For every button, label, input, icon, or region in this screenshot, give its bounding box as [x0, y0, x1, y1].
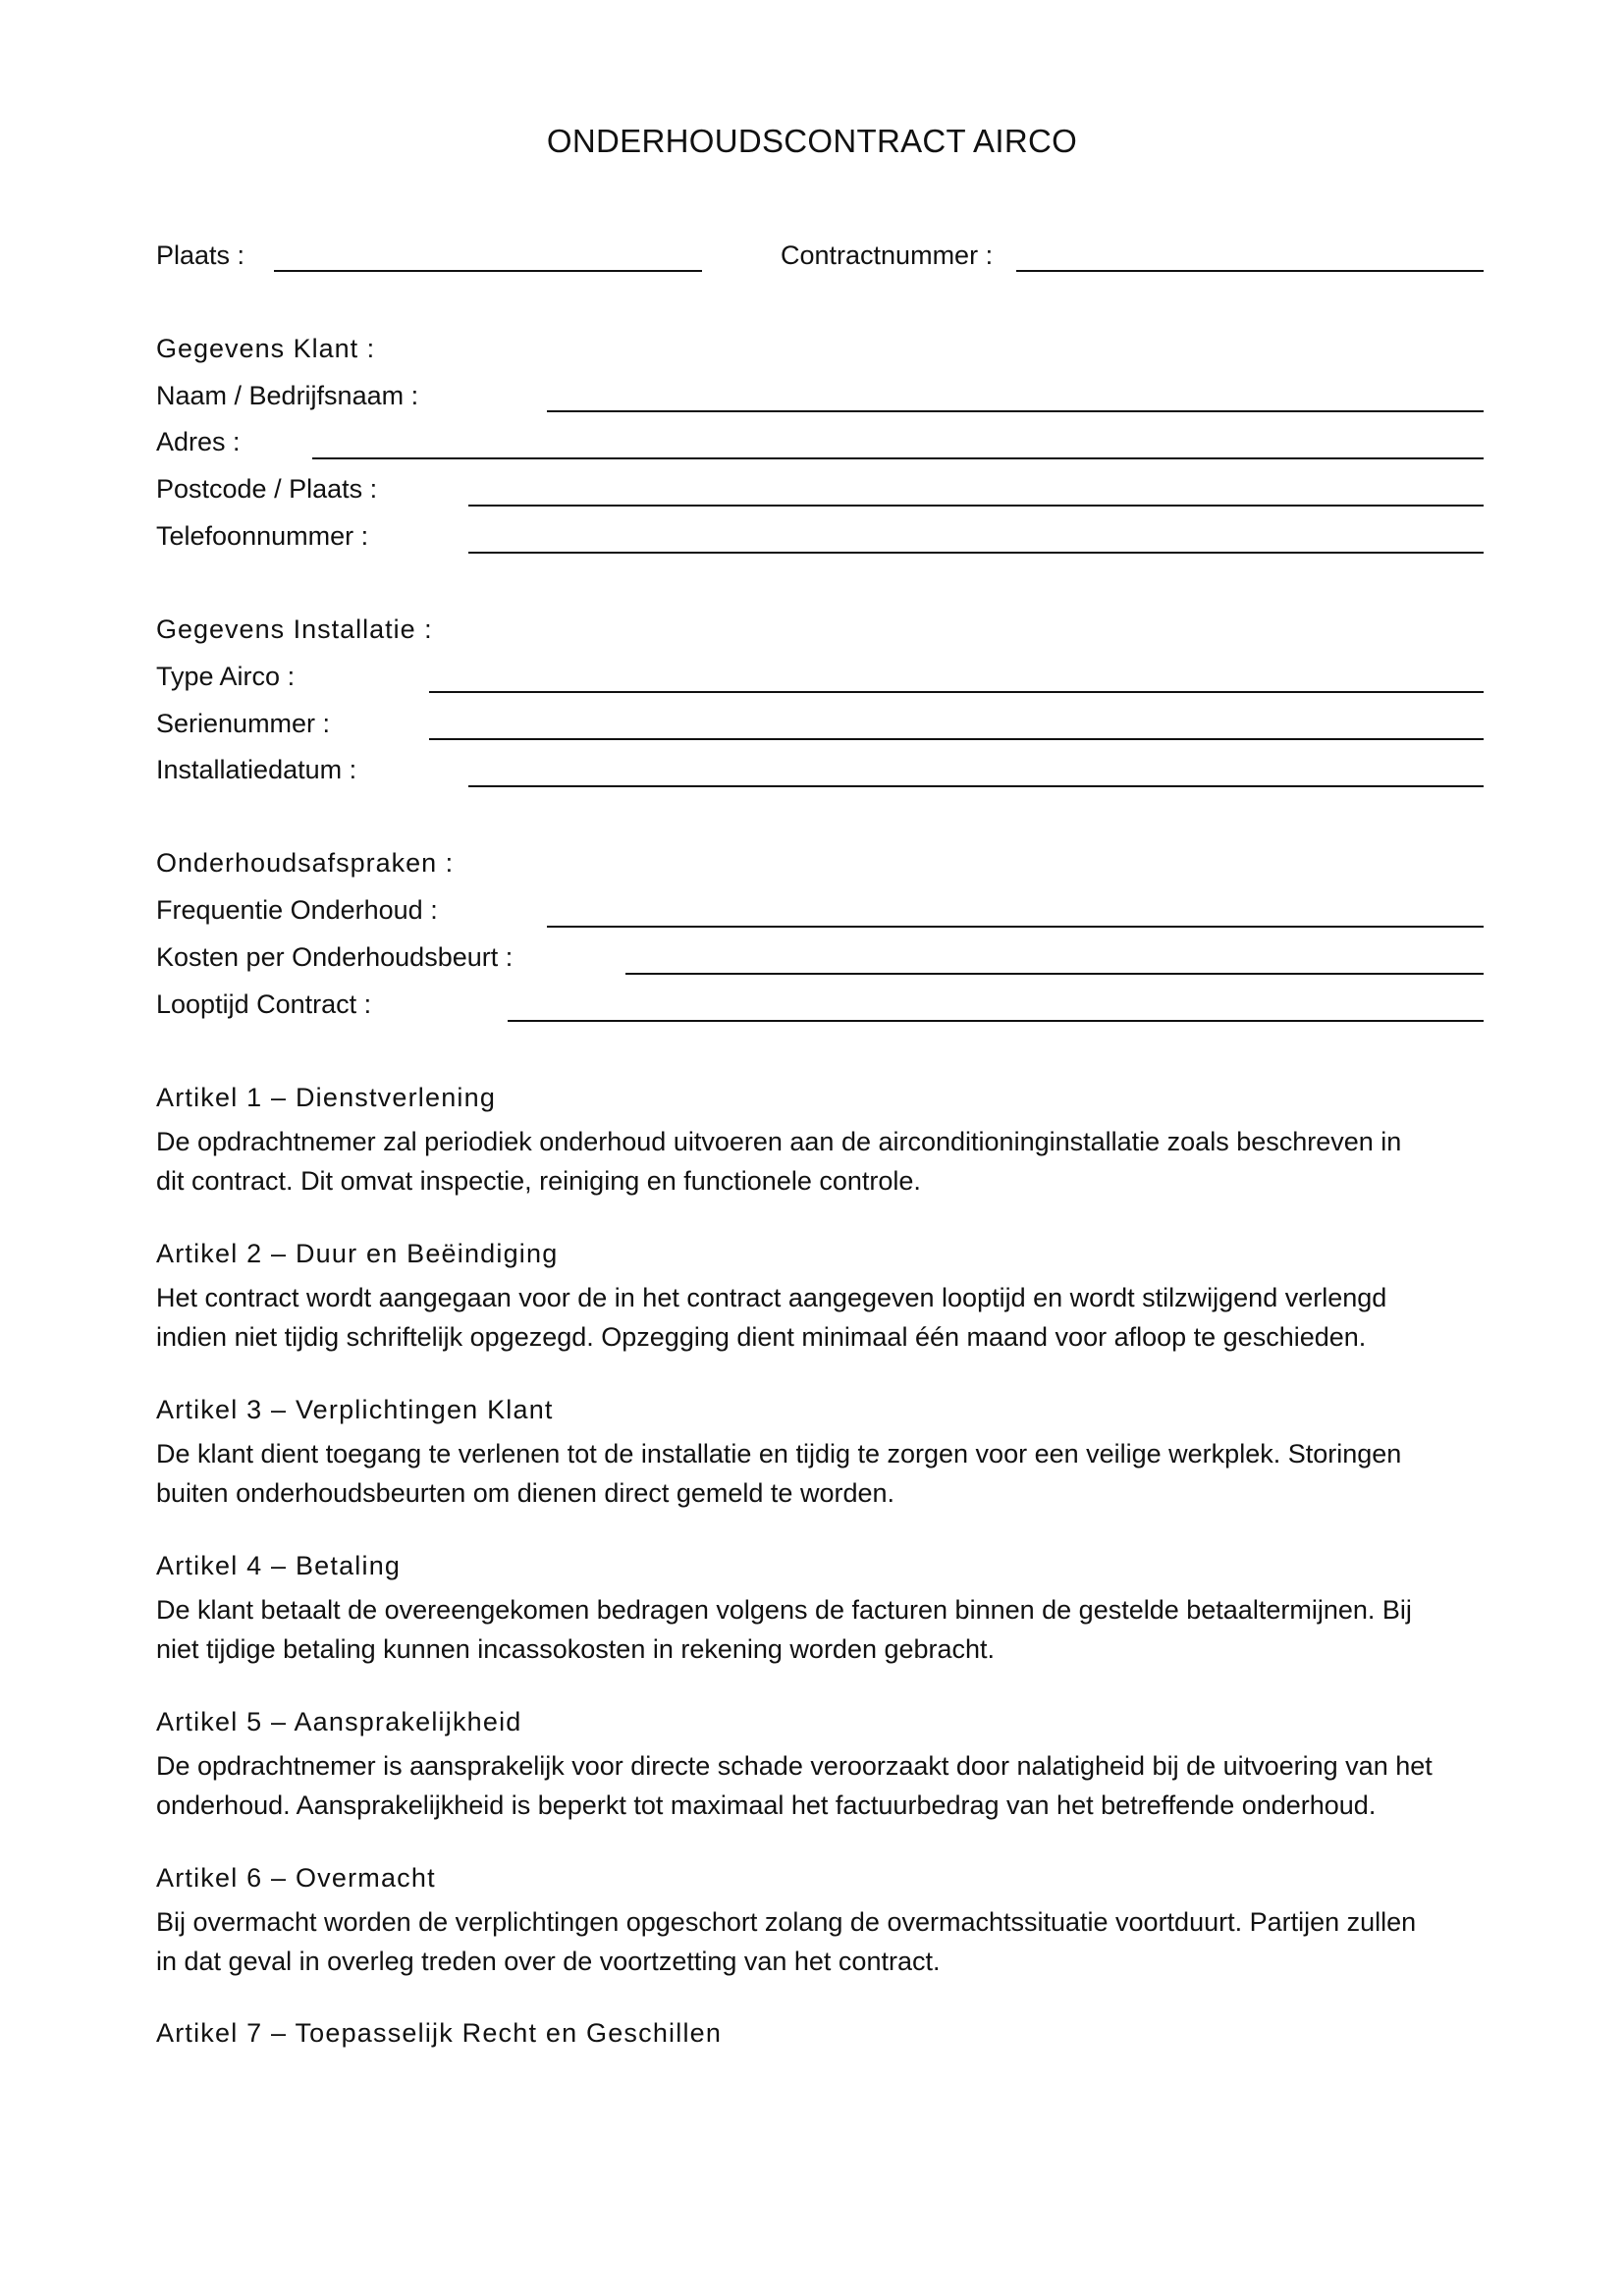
article-7-heading: Artikel 7 – Toepasselijk Recht en Geschillen [156, 2018, 723, 2048]
maintenance-section-heading: Onderhoudsafspraken : [156, 848, 455, 878]
maintenance-cost-label: Kosten per Onderhoudsbeurt : [156, 942, 514, 972]
contract-number-field[interactable] [1016, 270, 1484, 272]
article-5-heading: Artikel 5 – Aansprakelijkheid [156, 1707, 522, 1736]
airco-type-field[interactable] [429, 691, 1484, 693]
article-6-line-2: in dat geval in overleg treden over de voortzetting van het contract. [156, 1947, 941, 1976]
article-2-heading: Artikel 2 – Duur en Beëindiging [156, 1239, 559, 1268]
article-4-body [156, 1590, 1491, 1669]
client-name-field[interactable] [547, 410, 1484, 412]
serial-number-label: Serienummer : [156, 709, 331, 738]
article-5-body [156, 1746, 1491, 1825]
article-3-body [156, 1434, 1491, 1513]
contract-duration-field[interactable] [508, 1020, 1484, 1022]
article-4-heading: Artikel 4 – Betaling [156, 1551, 402, 1580]
client-address-label: Adres : [156, 427, 241, 456]
client-postcode-label: Postcode / Plaats : [156, 474, 378, 504]
client-phone-label: Telefoonnummer : [156, 521, 369, 551]
article-2-body [156, 1278, 1491, 1357]
article-6-body [156, 1902, 1491, 1981]
install-date-label: Installatiedatum : [156, 755, 357, 784]
client-postcode-field[interactable] [468, 505, 1484, 507]
document-title: ONDERHOUDSCONTRACT AIRCO [546, 123, 1078, 159]
serial-number-field[interactable] [429, 738, 1484, 740]
article-1-heading: Artikel 1 – Dienstverlening [156, 1083, 497, 1112]
install-date-field[interactable] [468, 785, 1484, 787]
article-3-line-2: buiten onderhoudsbeurten om dienen direct gemeld te worden. [156, 1478, 895, 1508]
client-address-field[interactable] [312, 457, 1484, 459]
maintenance-frequency-field[interactable] [547, 926, 1484, 928]
contract-number-label: Contractnummer : [781, 240, 994, 270]
article-5-line-1: De opdrachtnemer is aansprakelijk voor directe schade veroorzaakt door nalatigheid bij de uitvoering van het [156, 1751, 1433, 1781]
article-1-body [156, 1122, 1491, 1201]
article-1-line-2: dit contract. Dit omvat inspectie, reiniging en functionele controle. [156, 1166, 921, 1196]
client-section-heading: Gegevens Klant : [156, 334, 376, 363]
article-4-line-1: De klant betaalt de overeengekomen bedragen volgens de facturen binnen de gestelde betaaltermijnen. Bij [156, 1595, 1412, 1625]
article-2-line-1: Het contract wordt aangegaan voor de in het contract aangegeven looptijd en wordt stilzwijgend verlengd [156, 1283, 1387, 1312]
article-2-line-2: indien niet tijdig schriftelijk opgezegd. Opzegging dient minimaal één maand voor afloop te geschieden. [156, 1322, 1367, 1352]
article-3-line-1: De klant dient toegang te verlenen tot de installatie en tijdig te zorgen voor een veilige werkplek. Storingen [156, 1439, 1402, 1468]
article-5-line-2: onderhoud. Aansprakelijkheid is beperkt tot maximaal het factuurbedrag van het betreffende onderhoud. [156, 1790, 1377, 1820]
article-3-heading: Artikel 3 – Verplichtingen Klant [156, 1395, 554, 1424]
maintenance-frequency-label: Frequentie Onderhoud : [156, 895, 438, 925]
article-4-line-2: niet tijdige betaling kunnen incassokosten in rekening worden gebracht. [156, 1634, 996, 1664]
airco-type-label: Type Airco : [156, 662, 296, 691]
place-label: Plaats : [156, 240, 245, 270]
client-phone-field[interactable] [468, 552, 1484, 554]
contract-duration-label: Looptijd Contract : [156, 989, 372, 1019]
article-6-heading: Artikel 6 – Overmacht [156, 1863, 436, 1893]
article-1-line-1: De opdrachtnemer zal periodiek onderhoud uitvoeren aan de airconditioninginstallatie zoals beschreven in [156, 1127, 1402, 1156]
maintenance-cost-field[interactable] [625, 973, 1484, 975]
installation-section-heading: Gegevens Installatie : [156, 614, 433, 644]
client-name-label: Naam / Bedrijfsnaam : [156, 381, 419, 410]
article-6-line-1: Bij overmacht worden de verplichtingen opgeschort zolang de overmachtssituatie voortduurt. Partijen zullen [156, 1907, 1417, 1937]
place-field[interactable] [274, 270, 702, 272]
